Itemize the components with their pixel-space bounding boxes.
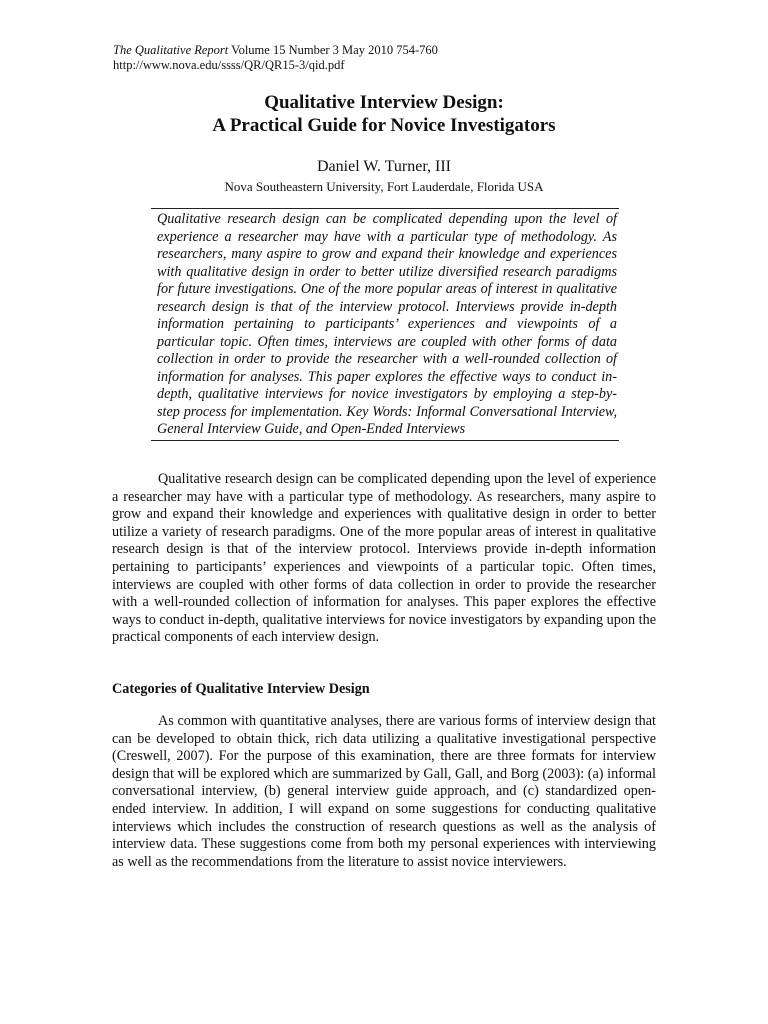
author-affiliation: Nova Southeastern University, Fort Lauderdale, Florida USA	[224, 179, 544, 194]
paper-title	[0, 91, 768, 137]
journal-citation	[113, 43, 438, 58]
intro-section	[112, 471, 656, 647]
abstract: Qualitative research design can be complicated depending upon the level of experience a researcher may have with a particular type of methodology. As researchers, many aspire to grow and expand their knowledge and experiences with qualitative design in order to better utilize diversified research paradigms for future investigations. One of the more popular areas of interest in qualitative research design is that of the interview protocol. Interviews provide in-depth information pertaining to participants’ experiences and viewpoints of a particular topic. Often times, interviews are coupled with other forms of data collection in order to provide the researcher with a well-rounded collection of information for analyses. This paper explores the effective ways to conduct in-depth, qualitative interviews for novice investigators by employing a step-by-step process for implementation. Key Words: Informal Conversational Interview, General Interview Guide, and Open-Ended Interviews	[151, 208, 619, 441]
author-name: Daniel W. Turner, III	[316, 158, 451, 175]
paper-title-line-1: Qualitative Interview Design:	[264, 92, 504, 113]
journal-header	[113, 43, 438, 73]
journal-volume-info: Volume 15 Number 3 May 2010 754-760	[228, 43, 438, 57]
paper-title-line-2: A Practical Guide for Novice Investigators	[212, 115, 556, 136]
categories-section	[112, 713, 656, 871]
categories-paragraph: As common with quantitative analyses, there are various forms of interview design that can be developed to obtain thick, rich data utilizing a qualitative investigational perspective (Creswell, 2007). For the purpose of this examination, there are three formats for interview design that will be explored which are summarized by Gall, Gall, and Borg (2003): (a) informal conversational interview, (b) general interview guide approach, and (c) standardized open-ended interview. In addition, I will expand on some suggestions for conducting qualitative interviews which includes the construction of research questions as well as the analysis of interview data. These suggestions come from both my personal experiences with interviewing as well as the recommendations from the literature to assist novice interviewers.	[112, 713, 656, 870]
intro-paragraph: Qualitative research design can be complicated depending upon the level of experience a researcher may have with a particular type of methodology. As researchers, many aspire to grow and expand their knowledge and experiences with qualitative design in order to better utilize a variety of research paradigms. One of the more popular areas of interest in qualitative research design is that of the interview protocol. Interviews provide in-depth information pertaining to participants’ experiences and viewpoints of a particular topic. Often times, interviews are coupled with other forms of data collection in order to provide the researcher with a well-rounded collection of information for analyses. This paper explores the effective ways to conduct in-depth, qualitative interviews for novice investigators by expanding upon the practical components of each interview design.	[112, 471, 656, 646]
journal-name: The Qualitative Report	[113, 43, 229, 57]
journal-url: http://www.nova.edu/ssss/QR/QR15-3/qid.pdf	[113, 58, 345, 72]
section-heading: Categories of Qualitative Interview Design	[112, 681, 370, 697]
